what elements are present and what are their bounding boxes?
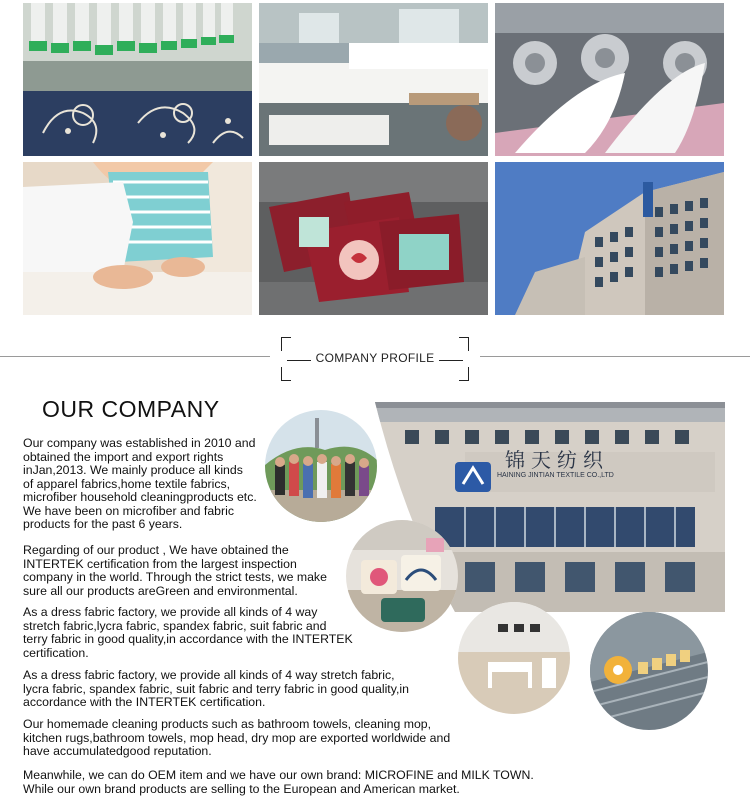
photo-staff-group (265, 410, 377, 522)
company-paragraph-2: Regarding of our product , We have obtained the INTERTEK certification from the largest inspection company in the world. Through the strict tests, we make sure all our products areGreen and environmental. (23, 543, 327, 598)
company-paragraph-3: As a dress fabric factory, we provide all kinds of 4 way stretch fabric,lycra fabric, spandex fabric, suit fabric and terry fabric in good quality,in accordance with the INTERTEK certification. (23, 605, 353, 660)
our-company-heading: OUR COMPANY (42, 396, 220, 422)
section-title: COMPANY PROFILE (315, 351, 435, 365)
bracket-top-left (281, 337, 291, 351)
photo-spinning-machines (23, 3, 252, 156)
photo-showroom (458, 602, 570, 714)
building-sign-english: HAINING JINTIAN TEXTILE CO.,LTD (497, 472, 614, 479)
company-paragraph-1: Our company was established in 2010 and obtained the import and export rights inJan,2013. We mainly produce all kinds of apparel fabrics,home textile fabrics, microfiber household cleaningproducts etc. We have been on microfiber and fabric products for the past 6 years. (23, 436, 257, 531)
photo-brand-sign (590, 612, 708, 730)
photo-cushions-sofa (259, 162, 488, 315)
divider-right (480, 356, 750, 357)
company-paragraph-6: Meanwhile, we can do OEM item and we have our own brand: MICROFINE and MILK TOWN. While our own brand products are selling to the European and American market. (23, 768, 534, 796)
building-sign-chinese: 锦天纺织 (505, 448, 609, 472)
company-paragraph-4: As a dress fabric factory, we provide all kinds of 4 way stretch fabric, lycra fabric, spandex fabric, suit fabric and terry fabric in good quality,in accordance with the INTERTEK certification. (23, 668, 409, 709)
company-paragraph-5: Our homemade cleaning products such as bathroom towels, cleaning mop, kitchen rugs,bathroom towels, mop head, dry mop are exported worldwide and have accumulatedgood reputation. (23, 717, 451, 758)
photo-dyeing-machines (495, 3, 724, 156)
bracket-bottom-left (281, 367, 291, 381)
photo-office-building (495, 162, 724, 315)
divider-left (0, 356, 270, 357)
photo-fabric-rolling-machine (259, 3, 488, 156)
company-profile-header (281, 337, 469, 381)
bracket-bottom-right (459, 367, 469, 381)
photo-sewing-machine (23, 162, 252, 315)
bracket-top-right (459, 337, 469, 351)
